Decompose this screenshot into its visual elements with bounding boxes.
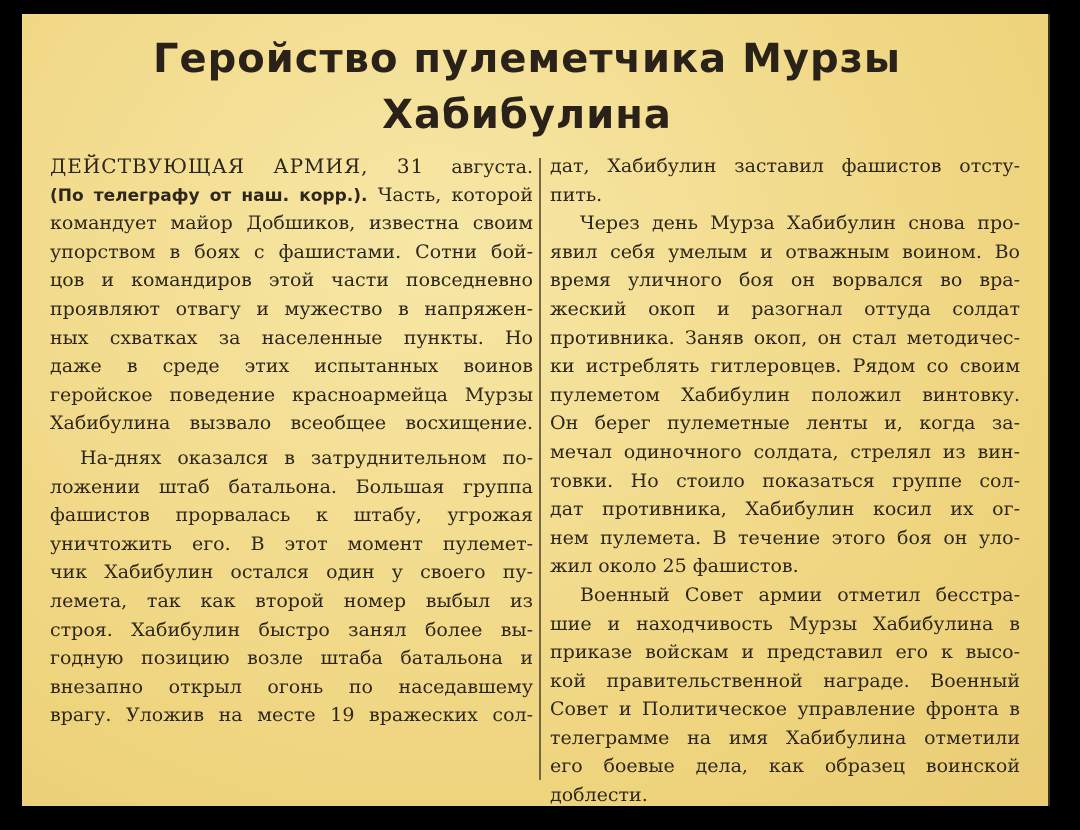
article-right-column (550, 152, 1020, 806)
text-line: ложении штаб батальона. Большая группа (50, 475, 533, 498)
text-line: внезапно открыл огонь по наседавшему (50, 675, 533, 698)
text-line: явил себя умелым и отважным воином. Во (550, 240, 1020, 263)
text-line: годную позицию возле штаба батальона и (50, 647, 533, 670)
text-line: доблести. (550, 784, 648, 806)
text-line: чик Хабибулин остался один у своего пу- (50, 561, 533, 584)
text-line: мечал одиночного солдата, стрелял из вин- (550, 440, 1020, 463)
text-line: ки истреблять гитлеровцев. Рядом со своим (550, 355, 1020, 378)
text-line: телеграмме на имя Хабибулина отметили (550, 726, 1020, 749)
text-line: Военный Совет армии отметил бесстра- (580, 583, 1020, 606)
text-line: фашистов прорвалась к штабу, угрожая (50, 504, 533, 527)
text-line: врагу. Уложив на месте 19 вражеских сол- (50, 704, 533, 727)
text-line: противника. Заняв окоп, он стал методичес- (550, 326, 1020, 349)
text-line: проявляют отвагу и мужество в напряжен- (50, 297, 533, 320)
paragraph-3 (550, 152, 1020, 209)
headline-line-1: Геройство пулеметчика Мурзы (153, 36, 901, 82)
text-line: даже в среде этих испытанных воинов (50, 355, 533, 378)
text-line: Совет и Политическое управление фронта в (550, 698, 1020, 721)
text-line: командует майор Добшиков, известна своим (50, 212, 533, 235)
byline-text: Часть, которой (377, 183, 533, 206)
newspaper-clipping (22, 14, 1050, 806)
text-line: шие и находчивость Мурзы Хабибулина в (550, 612, 1020, 635)
text-line: Он берег пулеметные ленты и, когда за- (550, 412, 1020, 435)
paragraph-4 (550, 209, 1020, 581)
text-line: Хабибулина вызвало всеобщее восхищение. (50, 412, 533, 435)
text-line: уничтожить его. В этот момент пулемет- (50, 532, 533, 555)
byline (50, 181, 533, 210)
text-line: дат, Хабибулин заставил фашистов отсту- (550, 155, 1020, 177)
text-line: кой правительственной награде. Военный (550, 669, 1020, 692)
article-left-column (50, 152, 533, 730)
dateline-month: августа. (451, 156, 533, 178)
text-line: цов и командиров этой части повседневно (50, 269, 533, 292)
text-line: упорством в боях с фашистами. Сотни бой- (50, 240, 533, 263)
paragraph-1 (50, 209, 533, 438)
neighbor-column-divider (1048, 14, 1050, 806)
byline-source: (По телеграфу от наш. корр.). (50, 185, 368, 206)
text-line: нем пулемета. В течение этого боя он уло- (550, 526, 1020, 549)
column-divider (539, 158, 541, 780)
dateline (50, 152, 533, 181)
text-line: ных схватках за населенные пункты. Но (50, 326, 533, 349)
dateline-place: ДЕЙСТВУЮЩАЯ АРМИЯ, 31 (50, 154, 425, 178)
text-line: пить. (550, 183, 603, 206)
text-line: время уличного боя он ворвался во вра- (550, 269, 1020, 292)
text-line: строя. Хабибулин быстро занял более вы- (50, 618, 533, 641)
text-line: его боевые дела, как образец воинской (550, 755, 1020, 778)
text-line: лемета, так как второй номер выбыл из (50, 589, 533, 612)
text-line: пулеметом Хабибулин положил винтовку. (550, 383, 1020, 406)
text-line: геройское поведение красноармейца Мурзы (50, 383, 533, 406)
paragraph-5 (550, 581, 1020, 806)
text-line: приказе войскам и представил его к высо- (550, 641, 1020, 664)
text-line: жил около 25 фашистов. (550, 555, 799, 578)
text-line: дат противника, Хабибулин косил их ог- (550, 498, 1020, 521)
text-line: На-днях оказался в затруднительном по- (80, 446, 533, 469)
text-line: товки. Но стоило показаться группе сол- (550, 469, 1020, 492)
headline-line-2: Хабибулина (382, 92, 672, 138)
text-line: жеский окоп и разогнал оттуда солдат (550, 297, 1020, 320)
paragraph-2 (50, 444, 533, 730)
text-line: Через день Мурза Хабибулин снова про- (580, 212, 1020, 235)
